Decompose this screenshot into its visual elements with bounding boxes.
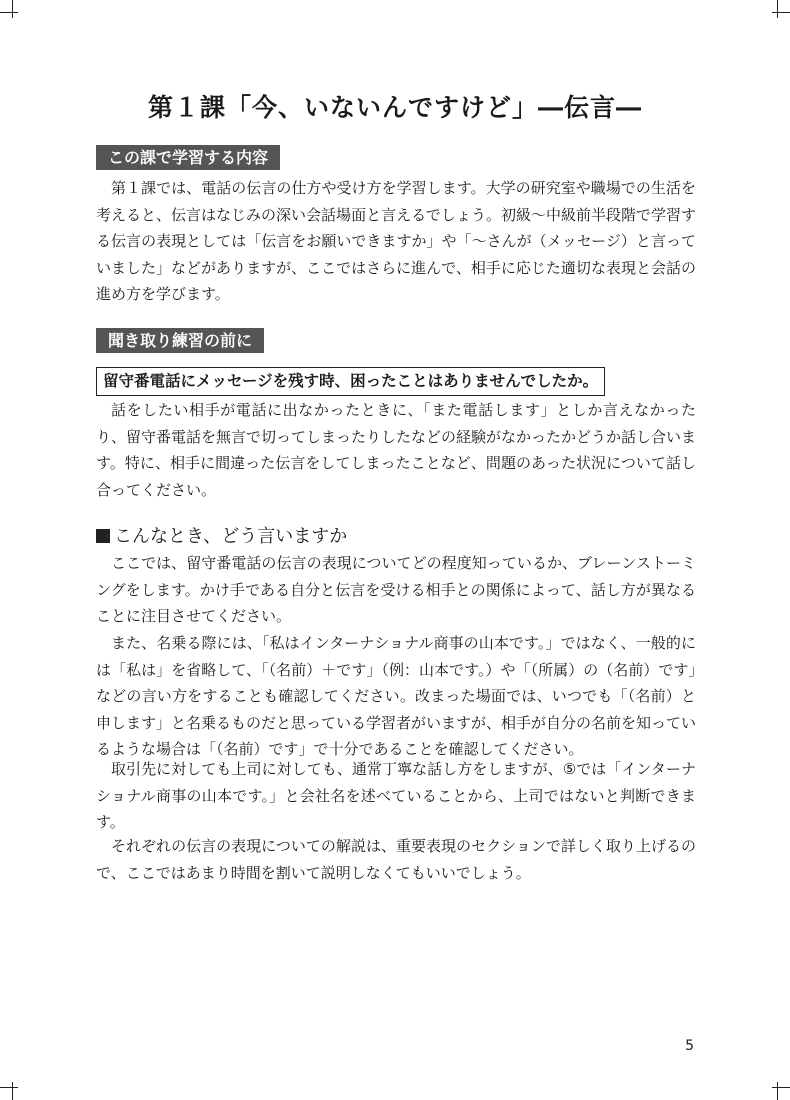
crop-mark-bottom-left-h xyxy=(0,1087,18,1088)
crop-mark-top-right-h xyxy=(772,12,790,13)
page-title: 第１課「今、いないんですけど」―伝言― xyxy=(147,93,642,122)
crop-mark-bottom-right xyxy=(777,1082,778,1100)
section3-paragraph-1: ここでは、留守番電話の伝言の表現についてどの程度知っているか、ブレーンストーミングをします。かけ手である自分と伝言を受ける相手との関係によって、話し方が異なることに注目させてください。 xyxy=(96,554,696,625)
black-square-icon xyxy=(96,529,110,543)
page-number: 5 xyxy=(685,1038,694,1054)
section3-paragraph-2: また、名乗る際には、「私はインターナショナル商事の山本です。」ではなく、一般的には「私は」を省略して、「（名前）＋です」（例：山本です。）や「（所属）の（名前）です」などの言い方をすることも確認してください。改まった場面では、いつでも「（名前）と申します」と名乗るものだと思っている学習者がいますが、相手が自分の名前を知っているような場合は「（名前）です」で十分であることを確認してください。 xyxy=(96,634,697,758)
section2-paragraph: 話をしたい相手が電話に出なかったときに、「また電話します」としか言えなかったり、留守番電話を無言で切ってしまったりしたなどの経験がなかったかどうか話し合います。特に、相手に間違った伝言をしてしまったことなど、問題のあった状況について話し合ってください。 xyxy=(96,401,697,499)
crop-mark-top-left-h xyxy=(0,12,18,13)
square-heading xyxy=(96,525,347,549)
section1-paragraph: 第１課では、電話の伝言の仕方や受け方を学習します。大学の研究室や職場での生活を考えると、伝言はなじみの深い会話場面と言えるでしょう。初級〜中級前半段階で学習する伝言の表現としては「伝言をお願いできますか」や「〜さんが（メッセージ）と言っていました」などがありますが、ここではさらに進んで、相手に応じた適切な表現と会話の進め方を学びます。 xyxy=(96,179,696,303)
crop-mark-top-left xyxy=(12,0,13,18)
crop-mark-bottom-left xyxy=(12,1082,13,1100)
crop-mark-top-right xyxy=(777,0,778,18)
section3-paragraph-3: 取引先に対しても上司に対しても、通常丁寧な話し方をしますが、⑤では「インターナショナル商事の山本です。」と会社名を述べていることから、上司ではないと判断できます。 xyxy=(96,760,696,831)
boxed-question: 留守番電話にメッセージを残す時、困ったことはありませんでしたか。 xyxy=(96,367,605,396)
section3-paragraph-4: それぞれの伝言の表現についての解説は、重要表現のセクションで詳しく取り上げるので、ここではあまり時間を割いて説明しなくてもいいでしょう。 xyxy=(96,837,696,882)
section-label-learning-content: この課で学習する内容 xyxy=(96,145,280,170)
section-label-before-listening: 聞き取り練習の前に xyxy=(96,328,264,353)
square-heading-text: こんなとき、どう言いますか xyxy=(114,526,348,547)
crop-mark-bottom-right-h xyxy=(772,1087,790,1088)
